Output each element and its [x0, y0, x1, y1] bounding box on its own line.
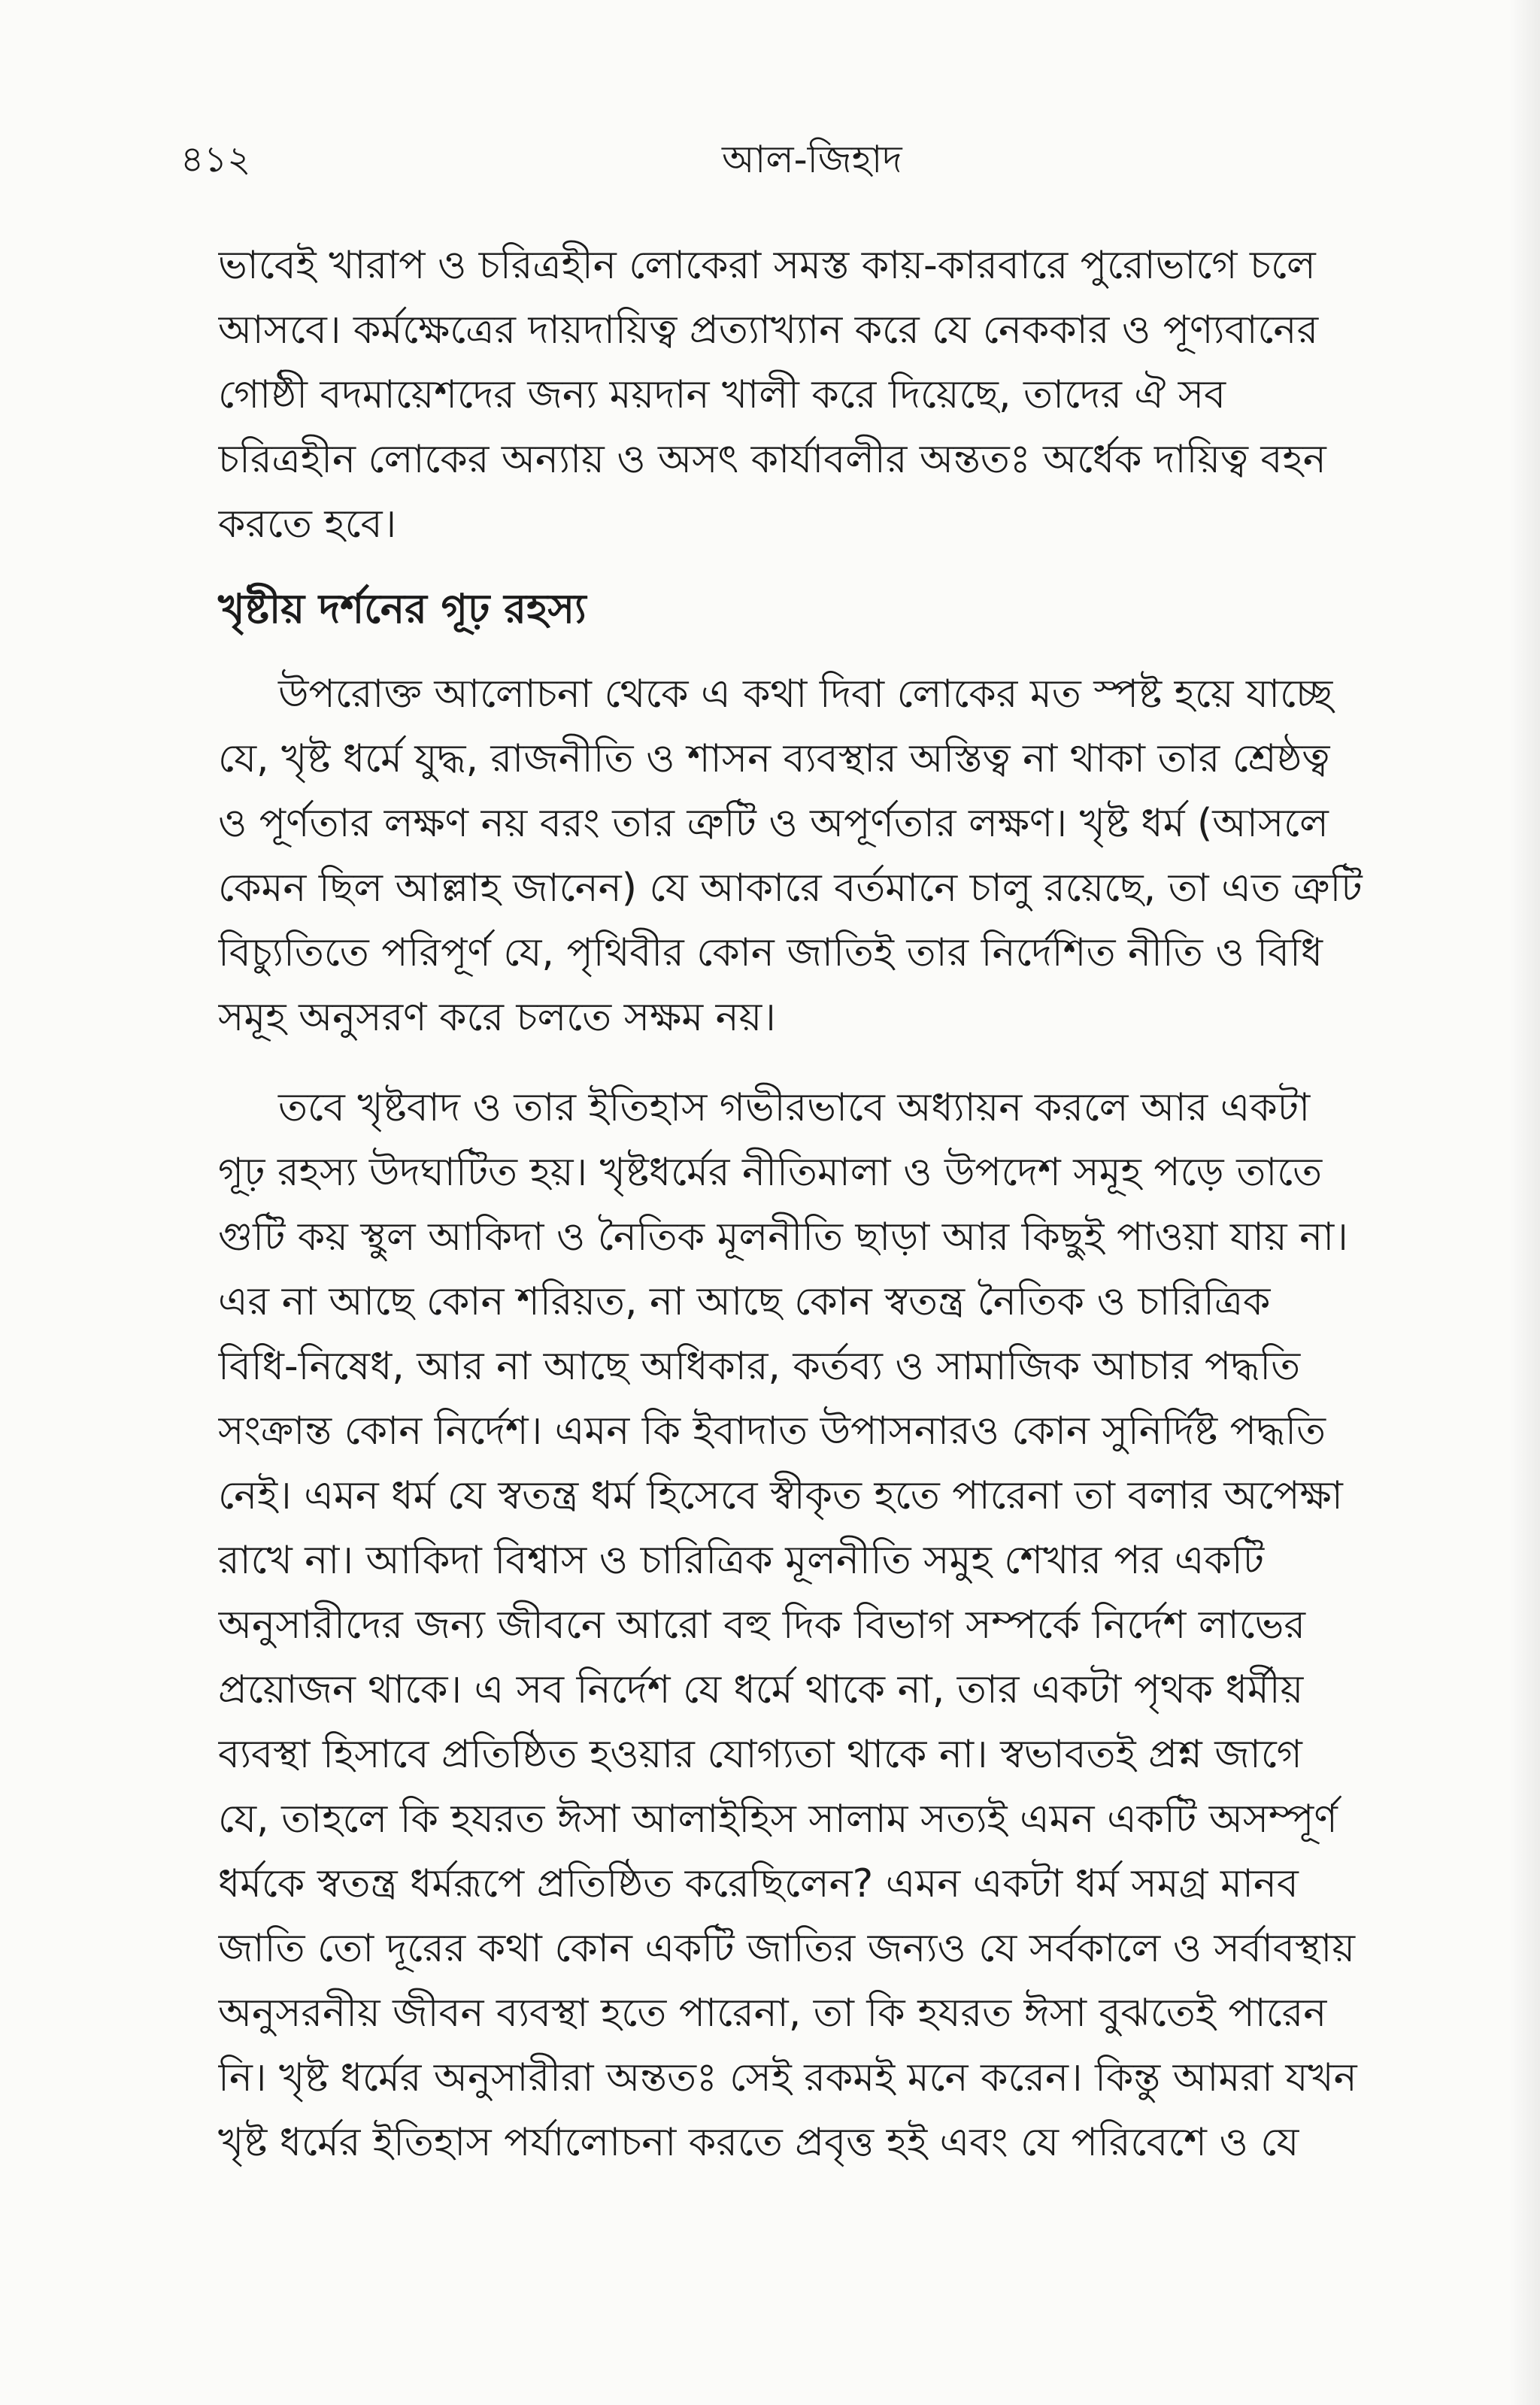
text-line: যে, তাহলে কি হযরত ঈসা আলাইহিস সালাম সত্যই এমন একটি অসম্পূর্ণ: [218, 1797, 1338, 1842]
section-heading: খৃষ্টীয় দর্শনের গূঢ় রহস্য: [218, 585, 587, 632]
scan-edge-shadow: [1510, 0, 1540, 2405]
text-line: নেই। এমন ধর্ম যে স্বতন্ত্র ধর্ম হিসেবে স্বীকৃত হতে পারেনা তা বলার অপেক্ষা: [218, 1473, 1343, 1518]
text-line: করতে হবে।: [218, 502, 397, 547]
text-line: প্রয়োজন থাকে। এ সব নির্দেশ যে ধর্মে থাকে না, তার একটা পৃথক ধর্মীয়: [218, 1667, 1304, 1712]
text-line: ব্যবস্থা হিসাবে প্রতিষ্ঠিত হওয়ার যোগ্যতা থাকে না। স্বভাবতই প্রশ্ন জাগে: [218, 1732, 1302, 1777]
text-line: ভাবেই খারাপ ও চরিত্রহীন লোকেরা সমস্ত কায়-কারবারে পুরোভাগে চলে: [218, 243, 1316, 288]
text-line: সংক্রান্ত কোন নির্দেশ। এমন কি ইবাদাত উপাসনারও কোন সুনির্দিষ্ট পদ্ধতি: [218, 1409, 1326, 1454]
text-line: তবে খৃষ্টবাদ ও তার ইতিহাস গভীরভাবে অধ্যায়ন করলে আর একটা: [278, 1085, 1311, 1130]
paragraph-1: [218, 233, 1466, 557]
page-number: ৪১২: [180, 138, 251, 180]
text-line: সমূহ অনুসরণ করে চলতে সক্ষম নয়।: [218, 995, 776, 1040]
paragraph-3: [218, 1075, 1466, 2175]
running-title: আল-জিহাদ: [722, 138, 902, 181]
text-line: বিচ্যুতিতে পরিপূর্ণ যে, পৃথিবীর কোন জাতিই তার নির্দেশিত নীতি ও বিধি: [218, 930, 1323, 975]
text-line: গূঢ় রহস্য উদঘাটিত হয়। খৃষ্টধর্মের নীতিমালা ও উপদেশ সমূহ পড়ে তাতে: [218, 1150, 1323, 1195]
text-line: গোষ্ঠী বদমায়েশদের জন্য ময়দান খালী করে দিয়েছে, তাদের ঐ সব: [218, 372, 1226, 417]
text-line: রাখে না। আকিদা বিশ্বাস ও চারিত্রিক মূলনীতি সমুহ শেখার পর একটি: [218, 1538, 1265, 1583]
text-line: ও পূর্ণতার লক্ষণ নয় বরং তার ত্রুটি ও অপূর্ণতার লক্ষণ। খৃষ্ট ধর্ম (আসলে: [218, 801, 1329, 846]
text-line: উপরোক্ত আলোচনা থেকে এ কথা দিবা লোকের মত স্পষ্ট হয়ে যাচ্ছে: [278, 672, 1333, 717]
text-line: অনুসারীদের জন্য জীবনে আরো বহু দিক বিভাগ সম্পর্কে নির্দেশ লাভের: [218, 1603, 1305, 1648]
text-line: অনুসরনীয় জীবন ব্যবস্থা হতে পারেনা, তা কি হযরত ঈসা বুঝতেই পারেন: [218, 1991, 1327, 2036]
text-line: ধর্মকে স্বতন্ত্র ধর্মরূপে প্রতিষ্ঠিত করেছিলেন? এমন একটা ধর্ম সমগ্র মানব: [218, 1861, 1299, 1906]
text-line: কেমন ছিল আল্লাহ জানেন) যে আকারে বর্তমানে চালু রয়েছে, তা এত ত্রুটি: [218, 866, 1363, 911]
text-line: চরিত্রহীন লোকের অন্যায় ও অসৎ কার্যাবলীর অন্ততঃ অর্ধেক দায়িত্ব বহন: [218, 437, 1326, 482]
text-line: গুটি কয় স্থুল আকিদা ও নৈতিক মূলনীতি ছাড়া আর কিছুই পাওয়া যায় না।: [218, 1215, 1348, 1260]
text-line: বিধি-নিষেধ, আর না আছে অধিকার, কর্তব্য ও সামাজিক আচার পদ্ধতি: [218, 1344, 1301, 1389]
text-line: আসবে। কর্মক্ষেত্রের দায়দায়িত্ব প্রত্যাখ্যান করে যে নেককার ও পূণ্যবানের: [218, 308, 1319, 353]
paragraph-2: [218, 662, 1466, 1050]
text-line: যে, খৃষ্ট ধর্মে যুদ্ধ, রাজনীতি ও শাসন ব্যবস্থার অস্তিত্ব না থাকা তার শ্রেষ্ঠত্ব: [218, 736, 1330, 781]
text-line: খৃষ্ট ধর্মের ইতিহাস পর্যালোচনা করতে প্রবৃত্ত হই এবং যে পরিবেশে ও যে: [218, 2120, 1299, 2165]
text-line: জাতি তো দূরের কথা কোন একটি জাতির জন্যও যে সর্বকালে ও সর্বাবস্থায়: [218, 1926, 1355, 1971]
text-line: নি। খৃষ্ট ধর্মের অনুসারীরা অন্ততঃ সেই রকমই মনে করেন। কিন্তু আমরা যখন: [218, 2055, 1357, 2100]
text-line: এর না আছে কোন শরিয়ত, না আছে কোন স্বতন্ত্র নৈতিক ও চারিত্রিক: [218, 1279, 1271, 1324]
